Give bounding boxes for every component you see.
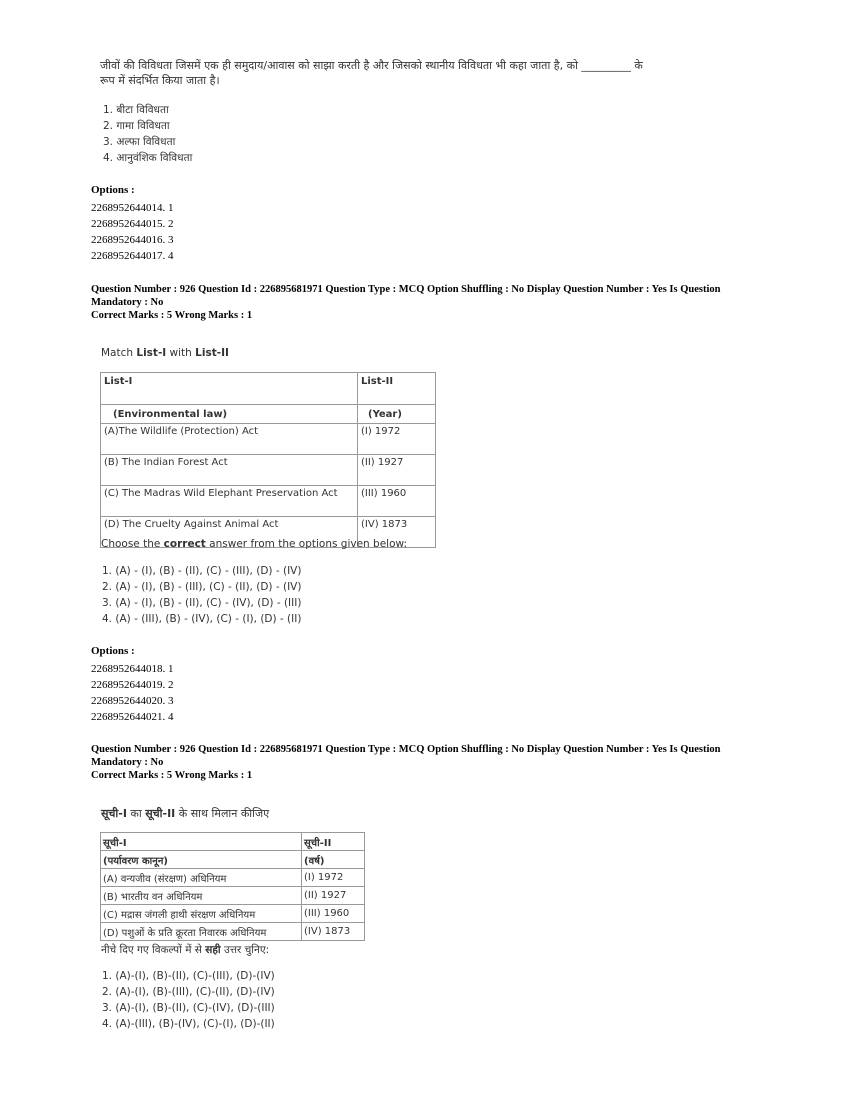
q1-options bbox=[91, 184, 174, 264]
q1-text bbox=[100, 58, 700, 88]
q1-line2: रूप में संदर्भित किया जाता है। bbox=[100, 74, 220, 87]
q3-instruction bbox=[101, 943, 269, 957]
q2-options bbox=[91, 645, 174, 725]
table-cell-year: (IV) 1873 bbox=[302, 923, 365, 941]
q1-choice: 2. गामा विविधता bbox=[103, 120, 170, 132]
table-cell-law: (C) मद्रास जंगली हाथी संरक्षण अधिनियम bbox=[101, 905, 302, 923]
q1-choice: 1. बीटा विविधता bbox=[103, 104, 169, 116]
table-cell-law: (A) वन्यजीव (संरक्षण) अधिनियम bbox=[101, 869, 302, 887]
table-cell-law: (A)The Wildlife (Protection) Act bbox=[101, 424, 358, 455]
option-id: 2268952644016. 3 bbox=[91, 234, 174, 246]
q2-prompt-prefix: Match bbox=[101, 347, 137, 359]
option-id: 2268952644021. 4 bbox=[91, 711, 174, 723]
q3-choice: 2. (A)-(I), (B)-(III), (C)-(II), (D)-(IV) bbox=[102, 986, 275, 998]
table-subheader-list2: (Year) bbox=[358, 405, 436, 424]
q3-meta-line1: Question Number : 926 Question Id : 226895681971 Question Type : MCQ Option Shuffling : No Display Question Number : Yes Is Question bbox=[91, 744, 721, 755]
q3-prompt-list1: सूची-I bbox=[101, 807, 127, 820]
table-row bbox=[101, 905, 365, 923]
table-cell-year: (IV) 1873 bbox=[358, 517, 436, 548]
option-id: 2268952644018. 1 bbox=[91, 663, 174, 675]
q3-instruction-suffix: उत्तर चुनिए: bbox=[220, 944, 270, 956]
table-row bbox=[101, 887, 365, 905]
q2-prompt-list2: List-II bbox=[195, 347, 229, 359]
table-row bbox=[101, 923, 365, 941]
q3-instruction-prefix: नीचे दिए गए विकल्पों में से bbox=[101, 944, 206, 956]
table-subheader-list1: (पर्यावरण कानून) bbox=[101, 851, 302, 869]
q3-prompt-list2: सूची-II bbox=[145, 807, 176, 820]
q2-choices bbox=[102, 563, 301, 627]
option-id: 2268952644015. 2 bbox=[91, 218, 174, 230]
q3-meta bbox=[91, 743, 771, 782]
q2-meta-line1: Question Number : 926 Question Id : 226895681971 Question Type : MCQ Option Shuffling : No Display Question Number : Yes Is Question bbox=[91, 284, 721, 295]
q3-instruction-bold: सही bbox=[205, 944, 221, 956]
table-row bbox=[101, 833, 365, 851]
q2-choice: 2. (A) - (I), (B) - (III), (C) - (II), (D) - (IV) bbox=[102, 581, 302, 593]
q2-meta-line2: Mandatory : No bbox=[91, 297, 164, 308]
q2-choice: 1. (A) - (I), (B) - (II), (C) - (III), (D) - (IV) bbox=[102, 565, 302, 577]
option-id: 2268952644019. 2 bbox=[91, 679, 174, 691]
table-cell-year: (III) 1960 bbox=[302, 905, 365, 923]
q3-meta-line3: Correct Marks : 5 Wrong Marks : 1 bbox=[91, 770, 253, 781]
q2-prompt-mid: with bbox=[166, 347, 196, 359]
q2-choice: 4. (A) - (III), (B) - (IV), (C) - (I), (D) - (II) bbox=[102, 613, 302, 625]
q3-prompt bbox=[101, 806, 269, 821]
q2-prompt bbox=[101, 347, 229, 359]
q2-match-table bbox=[100, 372, 436, 548]
options-heading: Options : bbox=[91, 645, 135, 657]
q3-meta-line2: Mandatory : No bbox=[91, 757, 164, 768]
table-cell-law: (D) The Cruelty Against Animal Act bbox=[101, 517, 358, 548]
q2-meta-line3: Correct Marks : 5 Wrong Marks : 1 bbox=[91, 310, 253, 321]
option-id: 2268952644014. 1 bbox=[91, 202, 174, 214]
table-row bbox=[101, 424, 436, 455]
table-row bbox=[101, 373, 436, 405]
table-subheader-list2: (वर्ष) bbox=[302, 851, 365, 869]
table-subheader-list1: (Environmental law) bbox=[101, 405, 358, 424]
table-row bbox=[101, 405, 436, 424]
q1-line1: जीवों की विविधता जिसमें एक ही समुदाय/आवास को साझा करती है और जिसको स्थानीय विविधता भी कहा जाता है, को _________ के bbox=[100, 59, 643, 72]
q1-choices bbox=[103, 102, 192, 166]
q3-choice: 1. (A)-(I), (B)-(II), (C)-(III), (D)-(IV) bbox=[102, 970, 275, 982]
table-header-list2: List-II bbox=[358, 373, 436, 405]
table-row bbox=[101, 869, 365, 887]
q2-choice: 3. (A) - (I), (B) - (II), (C) - (IV), (D) - (III) bbox=[102, 597, 302, 609]
q3-prompt-suffix: के साथ मिलान कीजिए bbox=[175, 807, 270, 820]
q3-prompt-mid: का bbox=[126, 807, 146, 820]
q1-choice: 3. अल्फा विविधता bbox=[103, 136, 176, 148]
q2-prompt-list1: List-I bbox=[136, 347, 167, 359]
q3-choice: 4. (A)-(III), (B)-(IV), (C)-(I), (D)-(II) bbox=[102, 1018, 275, 1030]
option-id: 2268952644017. 4 bbox=[91, 250, 174, 262]
table-cell-year: (II) 1927 bbox=[302, 887, 365, 905]
q3-choices bbox=[102, 968, 275, 1032]
table-cell-year: (I) 1972 bbox=[302, 869, 365, 887]
table-header-list1: सूची-I bbox=[101, 833, 302, 851]
table-cell-year: (I) 1972 bbox=[358, 424, 436, 455]
q2-instruction bbox=[101, 538, 407, 550]
table-header-list2: सूची-II bbox=[302, 833, 365, 851]
table-cell-law: (B) भारतीय वन अधिनियम bbox=[101, 887, 302, 905]
table-cell-law: (C) The Madras Wild Elephant Preservation Act bbox=[101, 486, 358, 517]
table-header-list1: List-I bbox=[101, 373, 358, 405]
options-heading: Options : bbox=[91, 184, 135, 196]
q2-instruction-suffix: answer from the options given below: bbox=[205, 538, 408, 550]
table-cell-year: (II) 1927 bbox=[358, 455, 436, 486]
table-cell-year: (III) 1960 bbox=[358, 486, 436, 517]
q3-match-table bbox=[100, 832, 365, 941]
q1-choice: 4. आनुवंशिक विविधता bbox=[103, 152, 193, 164]
option-id: 2268952644020. 3 bbox=[91, 695, 174, 707]
q2-instruction-prefix: Choose the bbox=[101, 538, 164, 550]
q3-choice: 3. (A)-(I), (B)-(II), (C)-(IV), (D)-(III) bbox=[102, 1002, 275, 1014]
table-row bbox=[101, 455, 436, 486]
table-cell-law: (B) The Indian Forest Act bbox=[101, 455, 358, 486]
q2-instruction-bold: correct bbox=[163, 538, 206, 550]
table-cell-law: (D) पशुओं के प्रति क्रूरता निवारक अधिनियम bbox=[101, 923, 302, 941]
table-row bbox=[101, 486, 436, 517]
q2-meta bbox=[91, 283, 771, 322]
table-row bbox=[101, 851, 365, 869]
